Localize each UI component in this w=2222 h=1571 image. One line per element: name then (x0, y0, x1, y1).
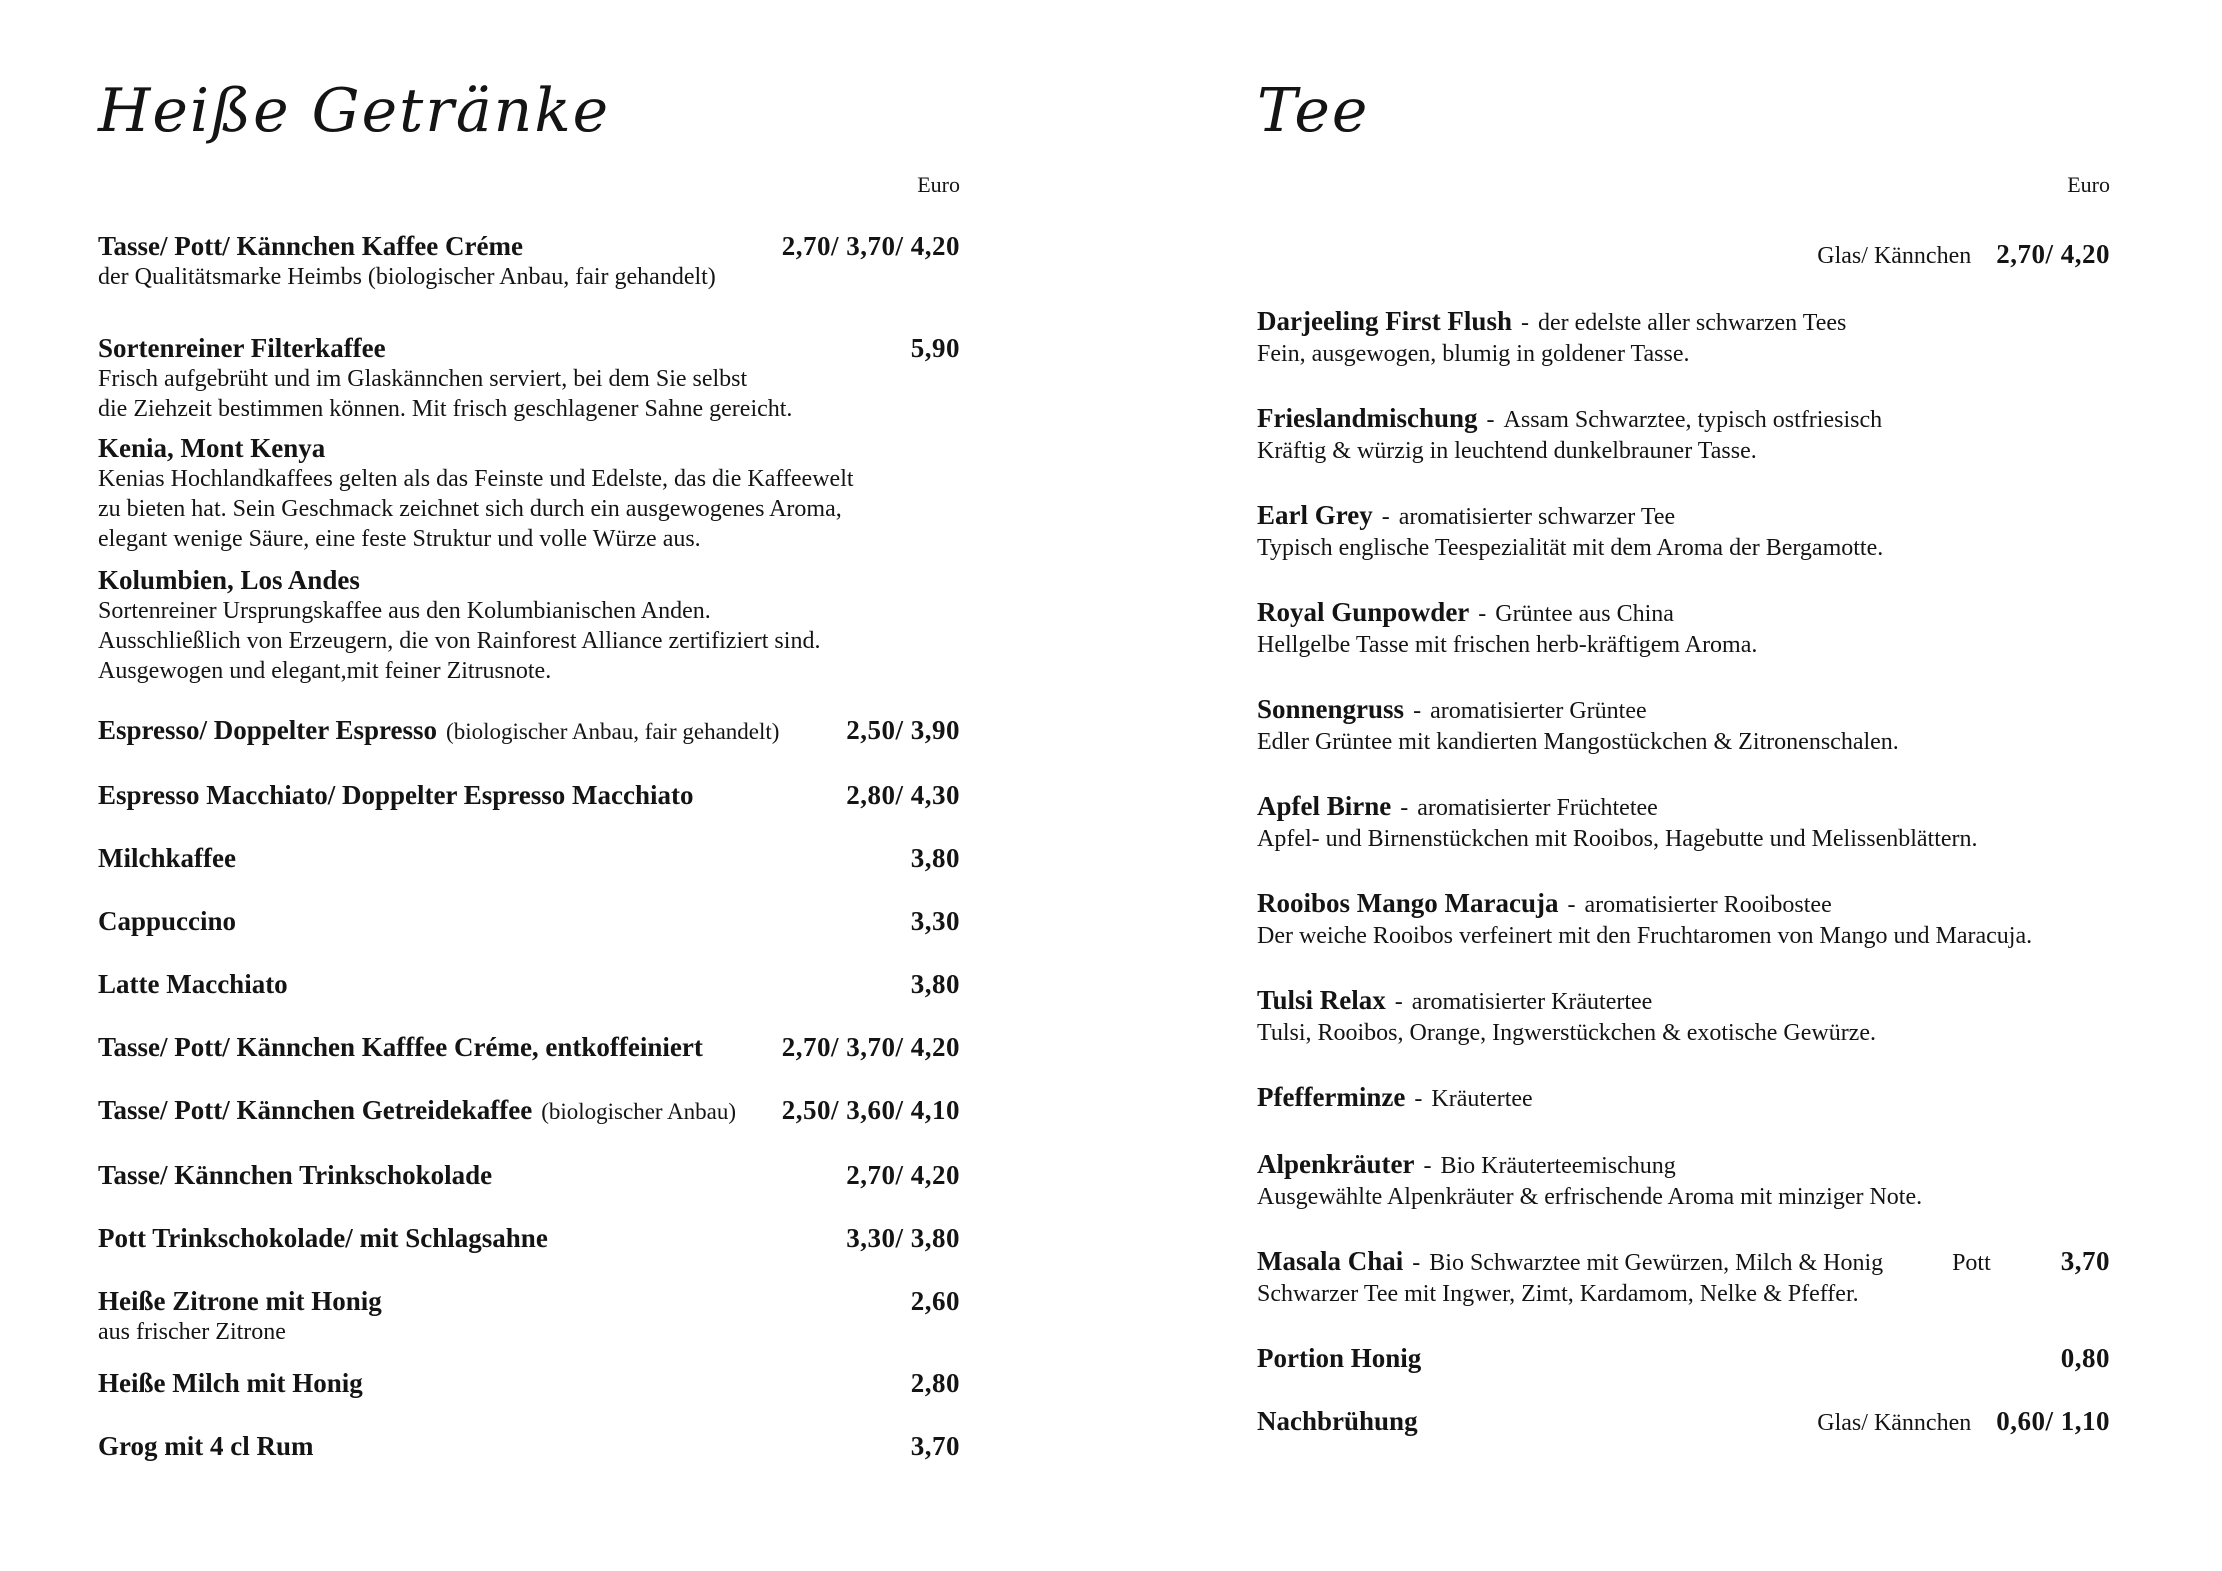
item-price: 2,70/ 3,70/ 4,20 (781, 1032, 960, 1062)
item-description: Tulsi, Rooibos, Orange, Ingwerstückchen & exotische Gewürze. (1257, 1020, 1876, 1046)
item-name: Rooibos Mango Maracuja (1257, 888, 1559, 918)
item-price: 2,80 (910, 1368, 960, 1398)
menu-item (1257, 499, 2110, 563)
item-tagline: der edelste aller schwarzen Tees (1537, 310, 1847, 336)
size-label: Glas/ Kännchen (1817, 243, 1972, 269)
menu-item (1257, 1148, 2110, 1212)
item-name: Espresso Macchiato/ Doppelter Espresso Macchiato (98, 780, 694, 810)
hot-drinks-section (98, 75, 960, 1462)
item-name: Kenia, Mont Kenya (98, 433, 326, 463)
item-description: zu bieten hat. Sein Geschmack zeichnet sich durch ein ausgewogenes Aroma, (98, 496, 842, 522)
menu-item (98, 564, 960, 686)
item-description: der Qualitätsmarke Heimbs (biologischer Anbau, fair gehandelt) (98, 264, 716, 290)
currency-header-right: Euro (2067, 172, 2110, 197)
menu-item (98, 842, 960, 874)
item-name: Heiße Zitrone mit Honig (98, 1286, 382, 1316)
item-name: Latte Macchiato (98, 969, 288, 999)
item-price: 2,70/ 3,70/ 4,20 (781, 231, 960, 261)
section-title-tea: Tee (1257, 76, 1370, 146)
menu-item (98, 1430, 960, 1462)
item-price: 2,50/ 3,90 (846, 715, 960, 745)
item-price: 0,60/ 1,10 (1996, 1406, 2110, 1436)
item-tagline: Bio Kräuterteemischung (1440, 1153, 1676, 1179)
name-tagline-separator: - (1413, 698, 1422, 724)
item-name: Alpenkräuter (1257, 1149, 1415, 1179)
menu-item (1257, 596, 2110, 660)
menu-item (98, 1031, 960, 1063)
item-description: Edler Grüntee mit kandierten Mangostückchen & Zitronenschalen. (1257, 729, 1899, 755)
menu-item (98, 230, 960, 292)
name-tagline-separator: - (1486, 407, 1495, 433)
tea-size-price-header (1257, 238, 2110, 272)
item-description: Ausschließlich von Erzeugern, die von Rainforest Alliance zertifiziert sind. (98, 628, 821, 654)
size-price: 2,70/ 4,20 (1996, 239, 2110, 269)
item-description: Apfel- und Birnenstückchen mit Rooibos, Hagebutte und Melissenblättern. (1257, 826, 1978, 852)
menu-item (98, 1159, 960, 1191)
item-name: Darjeeling First Flush (1257, 306, 1512, 336)
item-name: Earl Grey (1257, 500, 1373, 530)
menu-item (1257, 1081, 2110, 1115)
name-tagline-separator: - (1520, 310, 1529, 336)
item-description: elegant wenige Säure, eine feste Struktur und volle Würze aus. (98, 526, 701, 552)
name-tagline-separator: - (1567, 892, 1576, 918)
item-price: 2,50/ 3,60/ 4,10 (781, 1095, 960, 1125)
item-name: Royal Gunpowder (1257, 597, 1470, 627)
menu-item (1257, 1245, 2110, 1309)
item-name: Pfefferminze (1257, 1082, 1406, 1112)
name-tagline-separator: - (1414, 1086, 1423, 1112)
item-description: aus frischer Zitrone (98, 1319, 286, 1345)
item-tagline: Grüntee aus China (1495, 601, 1674, 627)
item-name: Tasse/ Pott/ Kännchen Kaffee Créme (98, 231, 523, 261)
section-title-hot-drinks: Heiße Getränke (98, 76, 611, 146)
item-tagline: aromatisierter schwarzer Tee (1398, 504, 1676, 530)
item-description: Sortenreiner Ursprungskaffee aus den Kolumbianischen Anden. (98, 598, 711, 624)
menu-item (1257, 402, 2110, 466)
item-tagline: Kräutertee (1431, 1086, 1533, 1112)
item-name: Sonnengruss (1257, 694, 1405, 724)
size-label: Pott (1952, 1250, 1991, 1276)
item-price: 3,70 (910, 1431, 960, 1461)
item-price: 3,30 (910, 906, 960, 936)
item-name: Apfel Birne (1257, 791, 1392, 821)
menu-item (98, 332, 960, 424)
menu-item (98, 779, 960, 811)
item-description: Ausgewogen und elegant,mit feiner Zitrusnote. (98, 658, 552, 684)
item-description: Ausgewählte Alpenkräuter & erfrischende Aroma mit minziger Note. (1257, 1184, 1923, 1210)
tea-section (1257, 75, 2110, 1439)
menu-item (98, 1367, 960, 1399)
item-tagline: Assam Schwarztee, typisch ostfriesisch (1503, 407, 1883, 433)
item-name: Tasse/ Kännchen Trinkschokolade (98, 1160, 493, 1190)
item-name: Nachbrühung (1257, 1406, 1418, 1436)
item-name: Milchkaffee (98, 843, 236, 873)
name-tagline-separator: - (1394, 989, 1403, 1015)
item-price: 3,30/ 3,80 (846, 1223, 960, 1253)
item-name: Pott Trinkschokolade/ mit Schlagsahne (98, 1223, 548, 1253)
item-description: Der weiche Rooibos verfeinert mit den Fruchtaromen von Mango und Maracuja. (1257, 923, 2033, 949)
item-tagline: aromatisierter Rooibostee (1584, 892, 1832, 918)
item-price: 3,80 (910, 969, 960, 999)
item-name: Heiße Milch mit Honig (98, 1368, 363, 1398)
item-name: Tasse/ Pott/ Kännchen Getreidekaffee (98, 1095, 533, 1125)
menu-item (98, 968, 960, 1000)
menu-item (1257, 984, 2110, 1048)
item-name: Espresso/ Doppelter Espresso (98, 715, 438, 745)
name-tagline-separator: - (1423, 1153, 1432, 1179)
item-name: Sortenreiner Filterkaffee (98, 333, 386, 363)
item-name: Tulsi Relax (1257, 985, 1386, 1015)
menu-item (1257, 305, 2110, 369)
menu-item (1257, 693, 2110, 757)
item-price: 5,90 (910, 333, 960, 363)
size-label: Glas/ Kännchen (1817, 1410, 1972, 1436)
menu-item (98, 1094, 960, 1128)
currency-header-left: Euro (917, 172, 960, 197)
item-tagline: aromatisierter Früchtetee (1417, 795, 1658, 821)
item-name: Tasse/ Pott/ Kännchen Kafffee Créme, entkoffeiniert (98, 1032, 703, 1062)
menu-item (1257, 1405, 2110, 1439)
item-price: 2,70/ 4,20 (846, 1160, 960, 1190)
item-tagline: aromatisierter Grüntee (1430, 698, 1647, 724)
item-name: Cappuccino (98, 906, 237, 936)
item-name: Masala Chai (1257, 1246, 1404, 1276)
name-tagline-separator: - (1478, 601, 1487, 627)
item-description: Frisch aufgebrüht und im Glaskännchen serviert, bei dem Sie selbst (98, 366, 748, 392)
item-description: die Ziehzeit bestimmen können. Mit frisch geschlagener Sahne gereicht. (98, 396, 793, 422)
menu-item (1257, 887, 2110, 951)
menu-item (98, 1285, 960, 1347)
item-price: 3,80 (910, 843, 960, 873)
menu-item (98, 714, 960, 748)
item-note: (biologischer Anbau, fair gehandelt) (446, 719, 780, 744)
item-price: 3,70 (2060, 1246, 2110, 1276)
item-price: 2,80/ 4,30 (846, 780, 960, 810)
menu-item (98, 432, 960, 554)
item-note: (biologischer Anbau) (541, 1099, 737, 1124)
item-description: Hellgelbe Tasse mit frischen herb-kräftigem Aroma. (1257, 632, 1758, 658)
item-description: Kenias Hochlandkaffees gelten als das Feinste und Edelste, das die Kaffeewelt (98, 466, 854, 492)
item-description: Schwarzer Tee mit Ingwer, Zimt, Kardamom, Nelke & Pfeffer. (1257, 1281, 1859, 1307)
menu-item (1257, 790, 2110, 854)
menu-item (98, 905, 960, 937)
item-tagline: Bio Schwarztee mit Gewürzen, Milch & Honig (1429, 1250, 1884, 1276)
item-name: Portion Honig (1257, 1343, 1422, 1373)
name-tagline-separator: - (1381, 504, 1390, 530)
name-tagline-separator: - (1412, 1250, 1421, 1276)
menu-item (1257, 1342, 2110, 1374)
item-price: 2,60 (910, 1286, 960, 1316)
item-name: Kolumbien, Los Andes (98, 565, 360, 595)
item-name: Grog mit 4 cl Rum (98, 1431, 314, 1461)
name-tagline-separator: - (1400, 795, 1409, 821)
item-name: Frieslandmischung (1257, 403, 1478, 433)
item-description: Kräftig & würzig in leuchtend dunkelbrauner Tasse. (1257, 438, 1757, 464)
item-description: Typisch englische Teespezialität mit dem Aroma der Bergamotte. (1257, 535, 1884, 561)
menu-item (98, 1222, 960, 1254)
item-tagline: aromatisierter Kräutertee (1411, 989, 1653, 1015)
item-description: Fein, ausgewogen, blumig in goldener Tasse. (1257, 341, 1690, 367)
item-price: 0,80 (2060, 1343, 2110, 1373)
